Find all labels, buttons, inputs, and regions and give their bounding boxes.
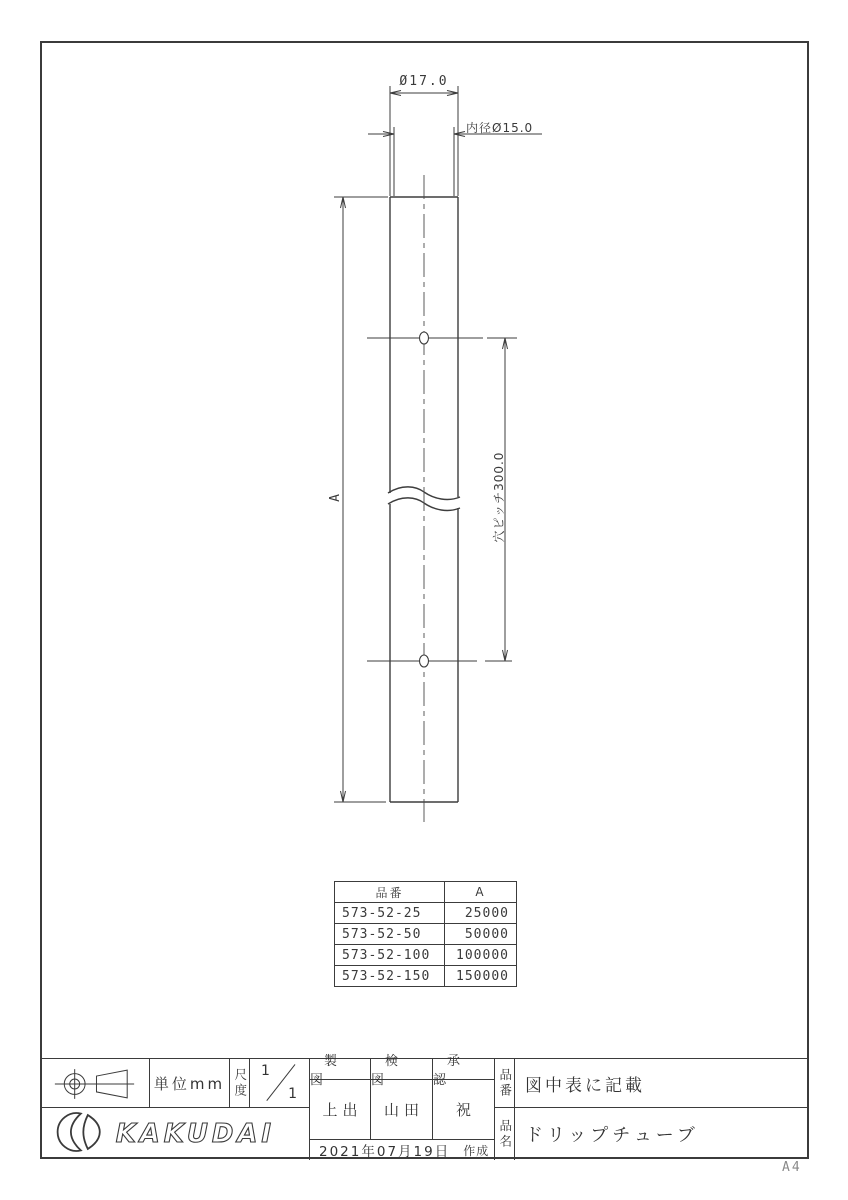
sheet-size-label: A4 xyxy=(782,1160,802,1175)
a-value-cell: 100000 xyxy=(445,945,517,966)
table-header-row xyxy=(335,882,517,903)
col-header-a: A xyxy=(445,882,517,903)
approved-by-name: 祝 xyxy=(433,1080,495,1140)
table-row xyxy=(335,903,517,924)
company-logo-cell xyxy=(40,1108,310,1160)
part-spec-table xyxy=(334,881,517,987)
a-value-cell: 25000 xyxy=(445,903,517,924)
part-name-value: ドリップチューブ xyxy=(525,1125,699,1146)
length-a-label: A xyxy=(328,492,343,502)
checked-header: 検図 xyxy=(371,1059,433,1080)
dimension-lines xyxy=(334,86,542,802)
creation-date-suffix: 作成 xyxy=(463,1143,490,1158)
scale-denominator: 1 xyxy=(288,1086,297,1102)
outer-diameter-label: Ø17.0 xyxy=(399,74,449,89)
part-no-cell: 573-52-150 xyxy=(335,966,445,987)
scale-numerator: 1 xyxy=(261,1063,270,1079)
drafted-by-name: 上出 xyxy=(310,1080,371,1140)
creation-date: 2021年07月19日 xyxy=(319,1144,451,1160)
a-value-cell: 50000 xyxy=(445,924,517,945)
part-no-label: 品番 xyxy=(497,1067,513,1099)
table-row xyxy=(335,966,517,987)
part-no-label-cell xyxy=(495,1059,515,1108)
scale-label: 尺度 xyxy=(232,1067,248,1099)
part-no-cell: 573-52-50 xyxy=(335,924,445,945)
third-angle-projection-icon xyxy=(40,1059,149,1108)
part-no-cell: 573-52-100 xyxy=(335,945,445,966)
approved-header: 承認 xyxy=(433,1059,495,1080)
table-row xyxy=(335,924,517,945)
drafted-header: 製図 xyxy=(310,1059,371,1080)
part-no-value: 図中表に記載 xyxy=(515,1059,809,1108)
part-name-label-cell xyxy=(495,1108,515,1160)
hole-pitch-label: 穴ピッチ300.0 xyxy=(492,451,506,543)
col-header-part-no: 品番 xyxy=(335,882,445,903)
part-no-cell: 573-52-25 xyxy=(335,903,445,924)
inner-diameter-label: 内径Ø15.0 xyxy=(466,121,534,135)
hole-bottom xyxy=(420,655,429,667)
projection-symbol-cell xyxy=(40,1059,150,1108)
unit-label: 単位mm xyxy=(150,1059,230,1108)
a-value-cell: 150000 xyxy=(445,966,517,987)
title-block xyxy=(40,1054,809,1160)
kakudai-logo xyxy=(40,1108,309,1160)
hole-top xyxy=(420,332,429,344)
part-name-label: 品名 xyxy=(497,1118,513,1150)
scale-value-cell xyxy=(250,1059,310,1108)
creation-date-cell xyxy=(310,1140,495,1160)
checked-by-name: 山田 xyxy=(371,1080,433,1140)
kakudai-logomark-icon xyxy=(58,1113,100,1151)
kakudai-logo-text: KAKUDAI xyxy=(115,1118,276,1149)
table-row xyxy=(335,945,517,966)
scale-label-cell xyxy=(230,1059,250,1108)
